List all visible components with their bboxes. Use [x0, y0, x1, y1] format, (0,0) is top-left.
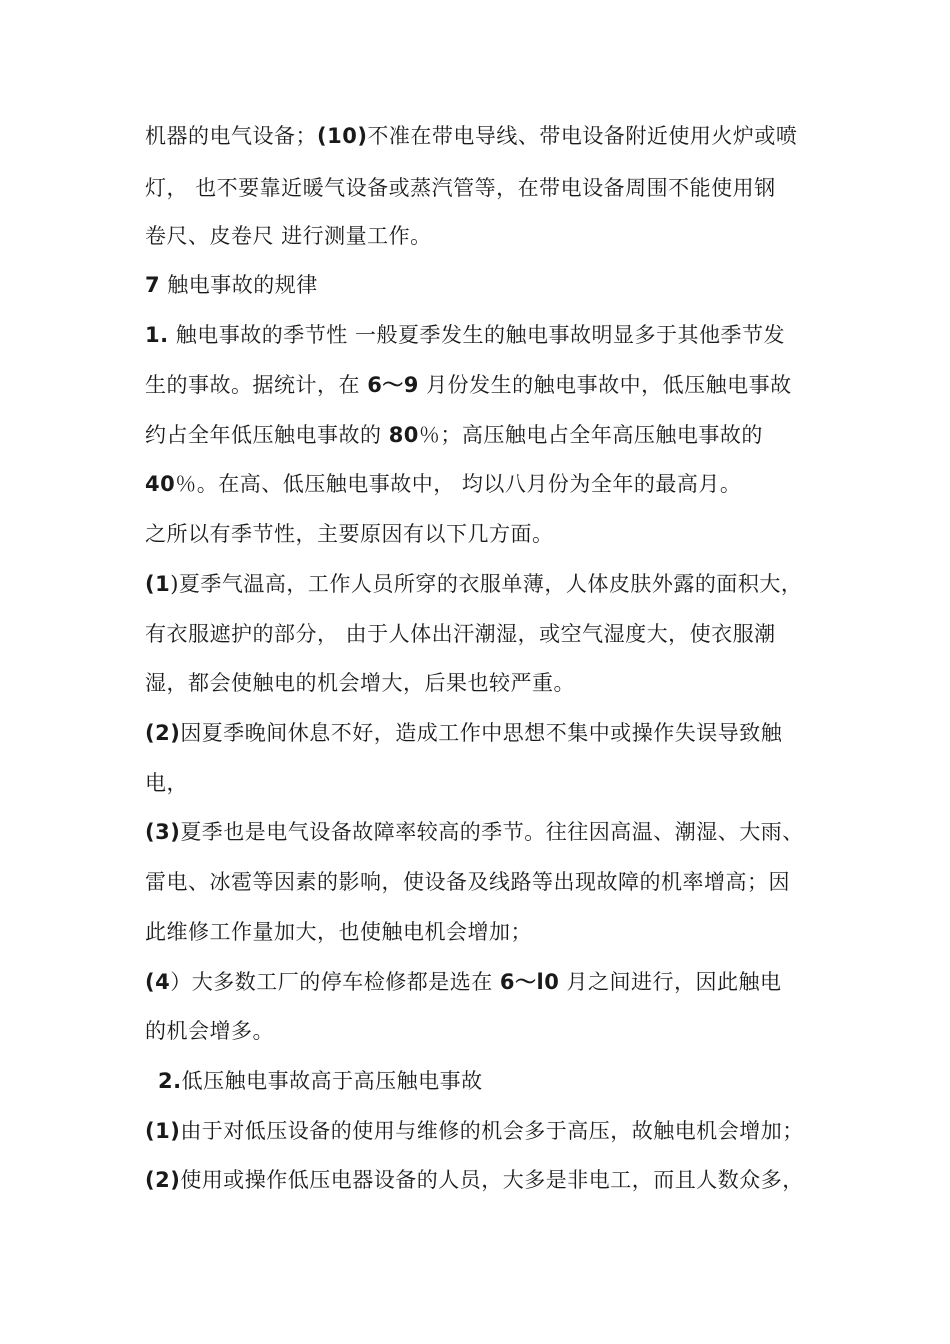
subsection-heading: 1. 触电事故的季节性 一般夏季发生的触电事故明显多于其他季节发 [145, 323, 785, 347]
text-line: 此维修工作量加大，也使触电机会增加； [145, 920, 532, 944]
text-line: 机器的电气设备；(10)不准在带电导线、带电设备附近使用火炉或喷 [145, 124, 798, 148]
text-line: 卷尺、皮卷尺 进行测量工作。 [145, 224, 432, 248]
text-line: 40％。在高、低压触电事故中， 均以八月份为全年的最高月。 [145, 472, 742, 496]
list-item: (1)由于对低压设备的使用与维修的机会多于高压，故触电机会增加； [145, 1119, 804, 1143]
text-line: 约占全年低压触电事故的 80％；高压触电占全年高压触电事故的 [145, 423, 763, 447]
text-line: 有衣服遮护的部分， 由于人体出汗潮湿，或空气湿度大，使衣服潮 [145, 622, 776, 646]
section-heading: 7 触电事故的规律 [145, 273, 318, 297]
text-line: 灯， 也不要靠近暖气设备或蒸汽管等，在带电设备周围不能使用钢 [145, 176, 776, 200]
text-line: 之所以有季节性，主要原因有以下几方面。 [145, 522, 554, 546]
list-item: (2)使用或操作低压电器设备的人员，大多是非电工，而且人数众多， [145, 1168, 804, 1192]
text-line: 雷电、冰雹等因素的影响，使设备及线路等出现故障的机率增高；因 [145, 870, 790, 894]
text-line: 湿，都会使触电的机会增大，后果也较严重。 [145, 671, 575, 695]
list-item: (1)夏季气温高，工作人员所穿的衣服单薄，人体皮肤外露的面积大， [145, 572, 803, 596]
list-item: (4）大多数工厂的停车检修都是选在 6～l0 月之间进行，因此触电 [145, 970, 782, 994]
text-line: 的机会增多。 [145, 1019, 274, 1043]
text-line: 生的事故。据统计，在 6～9 月份发生的触电事故中，低压触电事故 [145, 373, 792, 397]
list-item: (2)因夏季晚间休息不好，造成工作中思想不集中或操作失误导致触 [145, 721, 783, 745]
list-item: (3)夏季也是电气设备故障率较高的季节。往往因高温、潮湿、大雨、 [145, 820, 804, 844]
subsection-heading: 2.低压触电事故高于高压触电事故 [158, 1069, 483, 1093]
text-line: 电， [145, 771, 188, 795]
